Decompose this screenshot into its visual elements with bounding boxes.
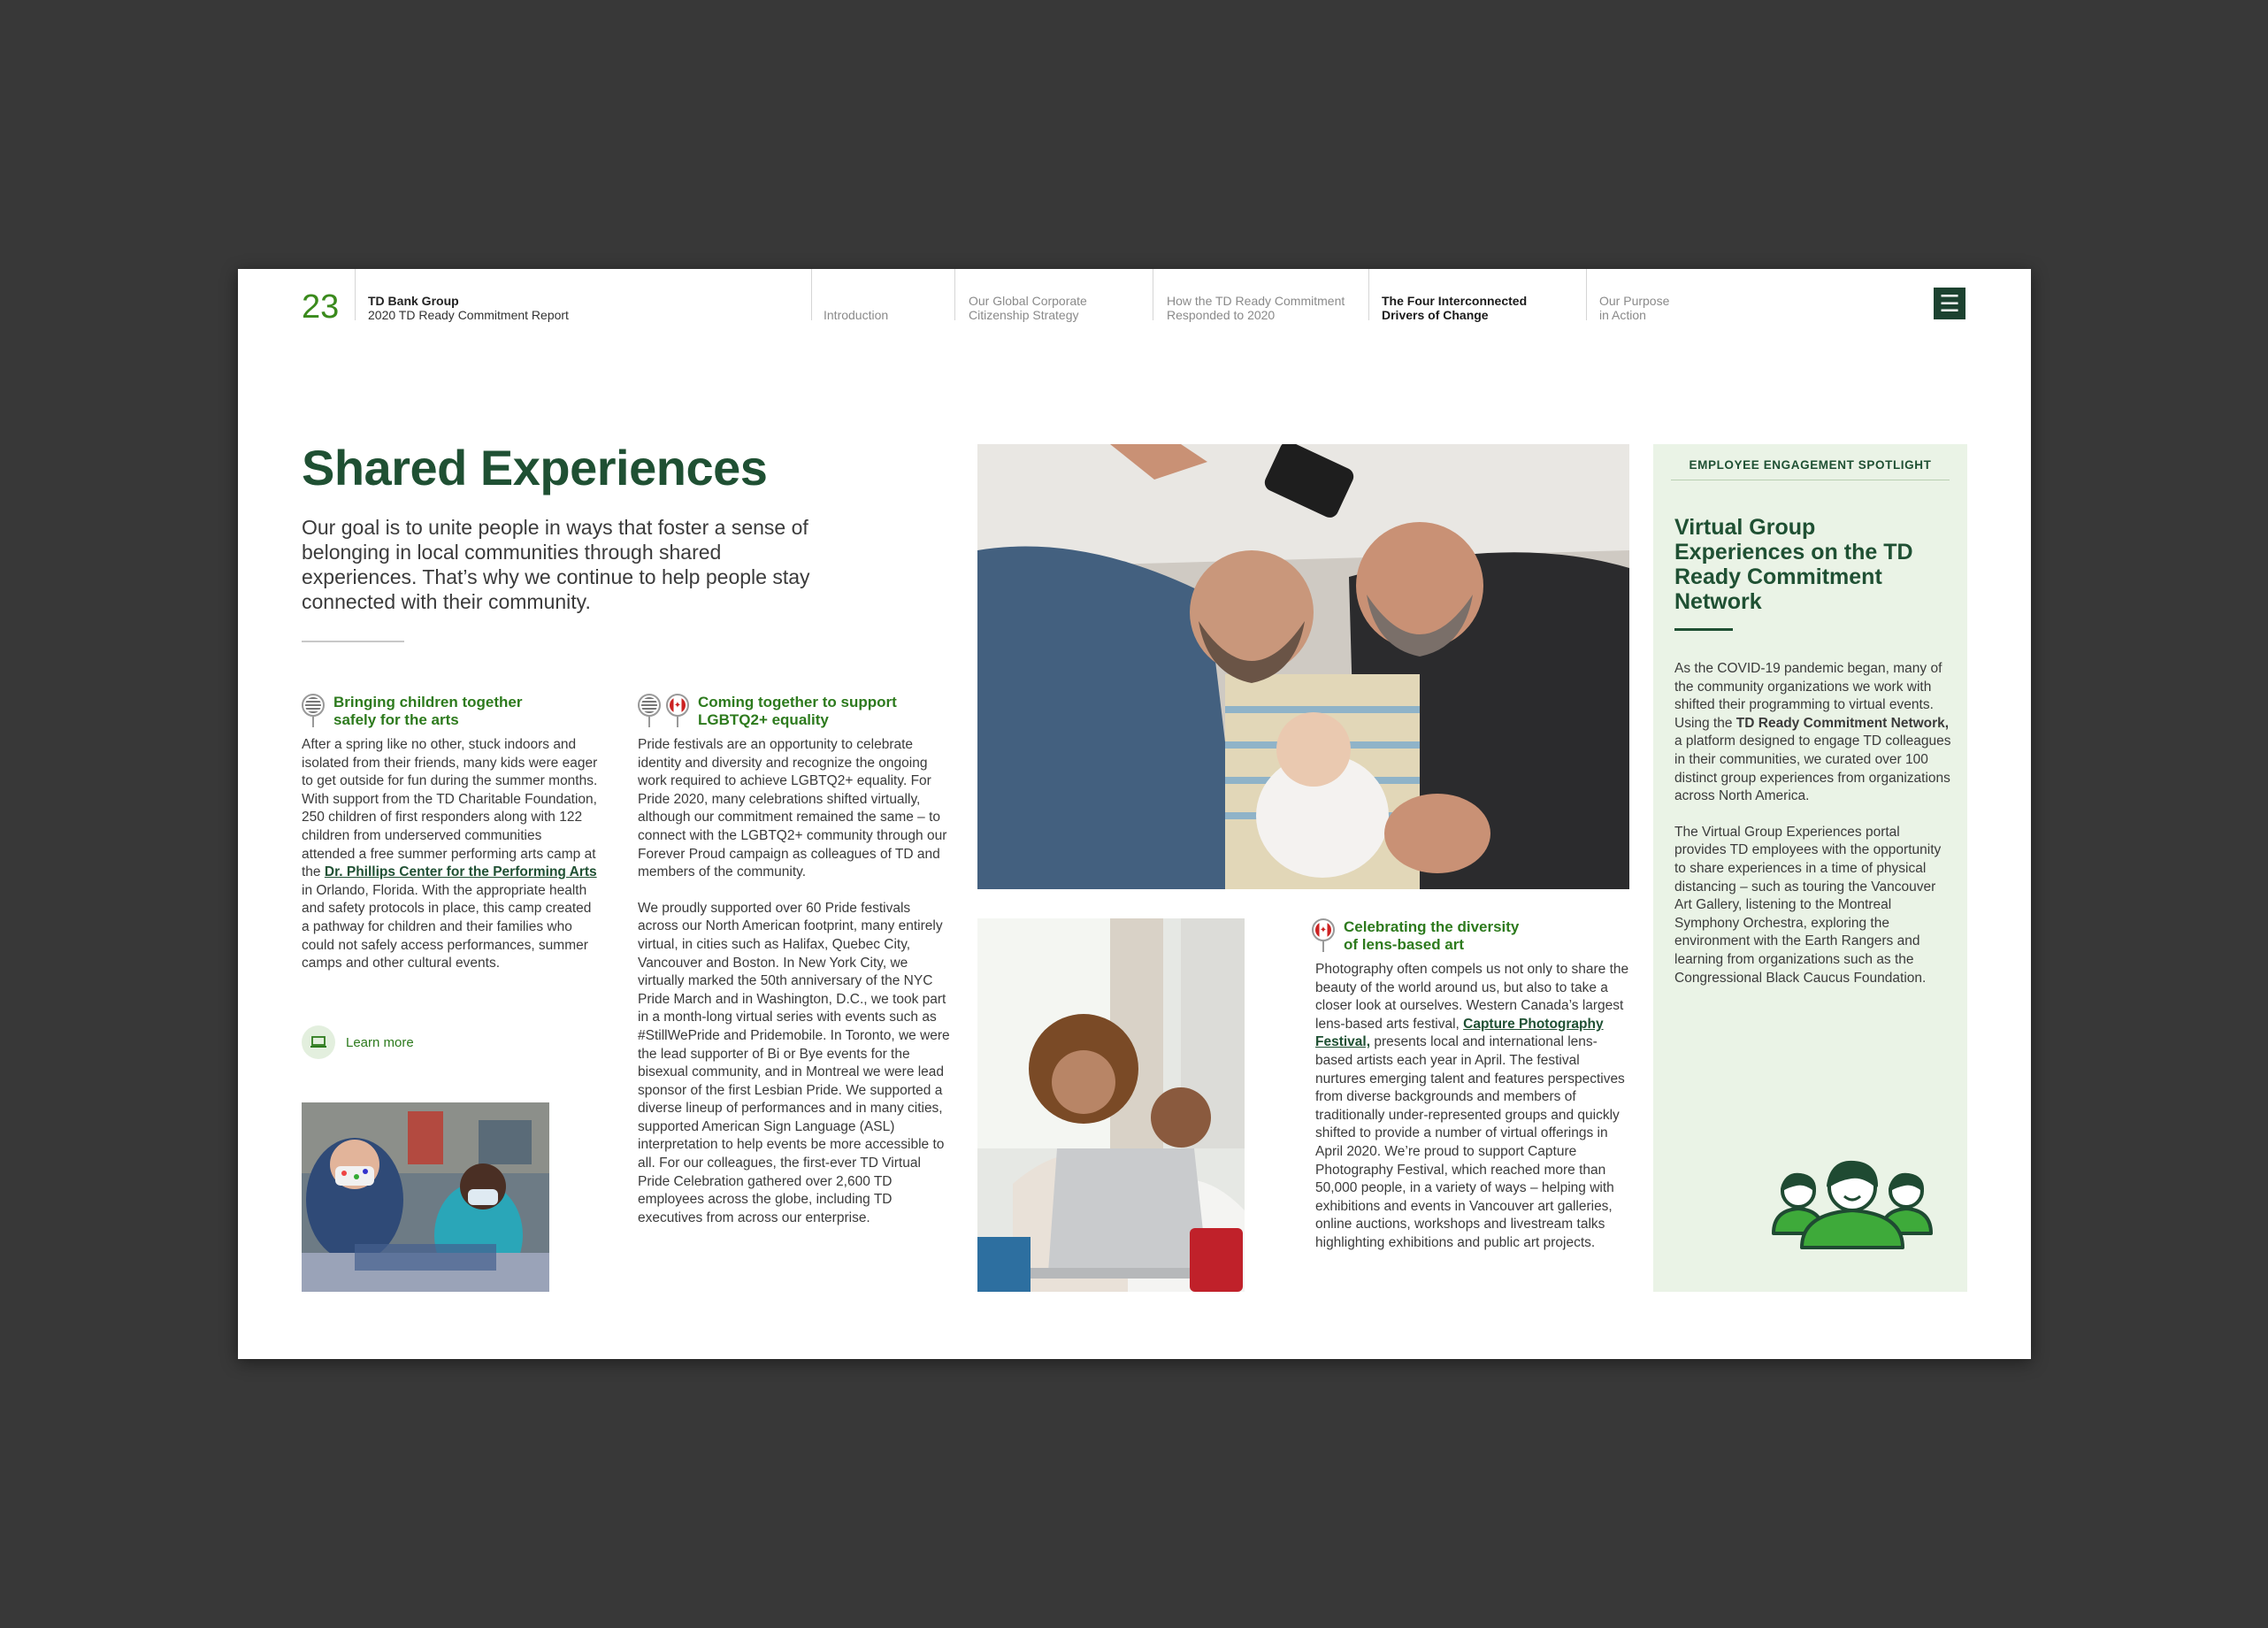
td-ready-network-name: TD Ready Commitment Network,: [1735, 715, 1950, 731]
family-selfie-photo: [977, 444, 1629, 889]
section-heading: Celebrating the diversity of lens-based art: [1344, 918, 1520, 953]
people-group-icon: [1770, 1152, 1935, 1256]
body-text: After a spring like no other, stuck indoors and isolated from their friends, many kids were eager to get outside for fun during the summer months. With support from the TD Charitable Foundation, 250 children of first responders along with 122 children from underserved communities attended a free summer performing arts camp at the: [302, 737, 598, 880]
header-divider: [1368, 269, 1369, 320]
section-heading: Coming together to support LGBTQ2+ equality: [698, 694, 897, 728]
spotlight-body: [1674, 660, 1954, 1005]
nav-global-strategy[interactable]: [969, 294, 1087, 322]
divider: [302, 641, 404, 642]
body-text: Photography often compels us not only to share the beauty of the world around us, but also to take a closer look at ourselves. Western Canada’s largest lens-based arts festival,: [1315, 962, 1629, 1032]
capture-festival-link[interactable]: Capture Photography Festival,: [1315, 1016, 1604, 1050]
report-name: 2020 TD Ready Commitment Report: [368, 308, 569, 322]
page-number: 23: [302, 288, 340, 326]
nav-label: The Four Interconnected: [1382, 294, 1528, 308]
menu-button[interactable]: [1934, 288, 1965, 319]
nav-label: Our Purpose: [1599, 294, 1670, 308]
header-divider: [355, 269, 356, 320]
learn-more-link[interactable]: [302, 1025, 414, 1059]
section-heading-lens-art: [1312, 918, 1604, 954]
hamburger-icon: ☰: [1939, 289, 1960, 317]
arts-body: [302, 736, 598, 973]
body-paragraph: The Virtual Group Experiences portal provides TD employees with the opportunity to share experiences in a time of physical distancing – such as touring the Vancouver Art Gallery, listening to the Montreal Symphony Orchestra, exploring the environment with the Earth Rangers and learning from organizations such as the Congressional Black Caucus Foundation.: [1674, 824, 1942, 986]
us-location-pin-icon: [302, 694, 325, 727]
learn-more-label: Learn more: [346, 1034, 414, 1050]
spotlight-title: Virtual Group Experiences on the TD Ready Commitment Network: [1674, 515, 1913, 614]
us-location-pin-icon: [638, 694, 661, 727]
nav-td-ready-response[interactable]: [1167, 294, 1345, 322]
employee-spotlight-panel: [1653, 444, 1967, 1292]
dr-phillips-center-link[interactable]: Dr. Phillips Center for the Performing Arts: [324, 864, 597, 880]
section-heading: Bringing children together safely for the arts: [333, 694, 523, 728]
section-heading-pride: [638, 694, 930, 729]
canada-location-pin-icon: ✦: [666, 694, 689, 727]
nav-label: Citizenship Strategy: [969, 308, 1079, 322]
page-title: Shared Experiences: [302, 440, 768, 495]
laptop-icon: [302, 1025, 335, 1059]
body-text: presents local and international lens-based artists each year in April. The festival nurtures emerging talent and features perspectives from diverse backgrounds and members of traditionally under-represented groups and quickly shifted to provide a number of virtual offerings in April 2020. We’re proud to support Capture Photography Festival, which reached more than 50,000 people, in a variety of ways – helping with exhibitions and events in Vancouver art galleries, online auctions, workshops and livestream talks highlighting exhibitions and public art projects.: [1315, 1034, 1625, 1250]
nav-label: Our Global Corporate: [969, 294, 1087, 308]
report-page: [238, 269, 2031, 1359]
nav-label: Introduction: [824, 308, 889, 322]
header-divider: [811, 269, 812, 320]
nav-label: Drivers of Change: [1382, 308, 1489, 322]
body-paragraph: Pride festivals are an opportunity to celebrate identity and diversity and recognize the ongoing work required to achieve LGBTQ2+ equality. For Pride 2020, many celebrations shifted virtually, although our commitment remained the same – to connect with the LGBTQ2+ community through our Forever Proud campaign as colleagues of TD and members of the community.: [638, 737, 947, 880]
brand-name: TD Bank Group: [368, 294, 459, 308]
spotlight-tag: EMPLOYEE ENGAGEMENT SPOTLIGHT: [1671, 458, 1950, 480]
section-heading-arts: [302, 694, 594, 729]
pride-body: [638, 736, 952, 1245]
nav-label: in Action: [1599, 308, 1646, 322]
body-paragraph: As the COVID-19 pandemic began, many of the community organizations we work with shifted their programming to virtual events. Using the TD Ready Commitment Network, a platform designed to engage TD colleagues in their communities, we curated over 100 distinct group experiences from organizations across North America.: [1674, 661, 1951, 804]
header-divider: [954, 269, 955, 320]
body-paragraph: We proudly supported over 60 Pride festivals across our North American footprint, many entirely virtual, in cities such as Halifax, Quebec City, Vancouver and Boston. In New York City, we virtually marked the 50th anniversary of the NYC Pride March and in Washington, D.C., we took part in a month-long virtual series with events such as #StillWePride and Pridemobile. In Toronto, we were the lead supporter of Bi or Bye events for the bisexual community, and in Montreal we were lead sponsor of the first Lesbian Pride. We supported a diverse lineup of performances and in many cities, supported American Sign Language (ASL) interpretation to help events be more accessible to all. For our colleagues, the first-ever TD Virtual Pride Celebration gathered over 2,600 TD employees across the globe, including TD executives from across our enterprise.: [638, 900, 950, 1225]
nav-four-drivers[interactable]: [1382, 294, 1527, 322]
nav-label: Responded to 2020: [1167, 308, 1276, 322]
nav-introduction[interactable]: [824, 308, 888, 322]
report-brand: [368, 294, 569, 322]
nav-purpose-in-action[interactable]: [1599, 294, 1669, 322]
body-text: in Orlando, Florida. With the appropriate health and safety protocols in place, this camp created a pathway for children and their families who could not safely access performances, summer camps and other cultural events.: [302, 882, 592, 971]
header-divider: [1586, 269, 1587, 320]
canada-location-pin-icon: ✦: [1312, 918, 1335, 952]
divider: [1674, 628, 1733, 631]
women-laptop-photo: [977, 918, 1245, 1292]
camp-photo: [302, 1102, 549, 1292]
intro-text: Our goal is to unite people in ways that foster a sense of belonging in local communities through shared experiences. That’s why we continue to help people stay connected with their community.: [302, 516, 810, 613]
nav-label: How the TD Ready Commitment: [1167, 294, 1345, 308]
lens-art-body: [1315, 961, 1630, 1253]
